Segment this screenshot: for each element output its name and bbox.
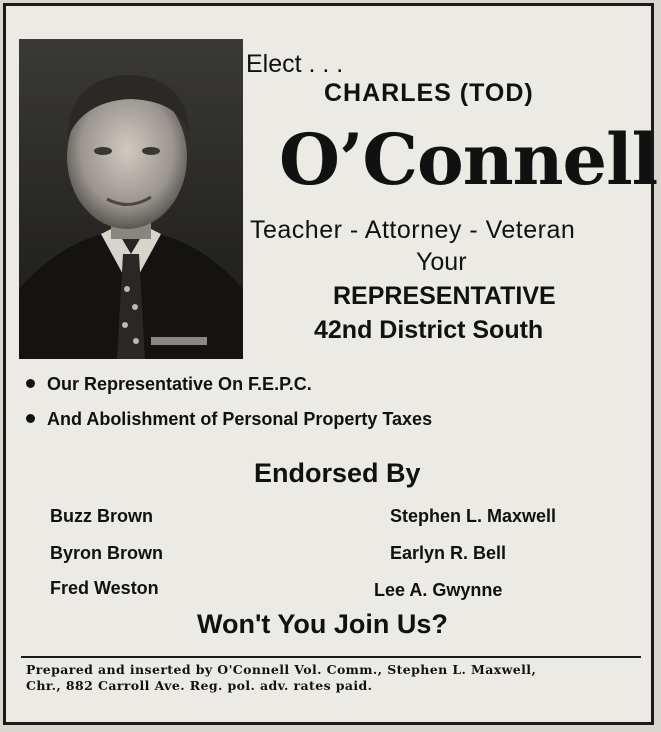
endorser-name: Stephen L. Maxwell [390,506,557,526]
candidate-portrait [19,39,243,359]
candidate-professions: Teacher - Attorney - Veteran [250,216,576,244]
district-label: 42nd District South [314,316,544,344]
bullet-icon [26,414,35,423]
endorser-name: Byron Brown [50,543,164,563]
endorser-name: Fred Weston [50,578,159,598]
fine-print-line: Prepared and inserted by O'Connell Vol. Comm., Stephen L. Maxwell, [26,662,537,677]
platform-text: And Abolishment of Personal Property Taxes [47,409,433,429]
bullet-icon [26,379,35,388]
platform-bullet [26,409,432,430]
divider [21,656,641,658]
endorser-name: Buzz Brown [50,506,153,526]
fine-print-line: Chr., 882 Carroll Ave. Reg. pol. adv. rates paid. [26,678,373,693]
call-to-action: Won't You Join Us? [197,609,448,639]
endorsed-heading: Endorsed By [254,458,421,488]
candidate-first-name: CHARLES (TOD) [324,79,534,107]
elect-label: Elect . . . [246,50,344,78]
your-label: Your [416,248,467,276]
endorser-name: Lee A. Gwynne [374,580,503,600]
endorser-name: Earlyn R. Bell [390,543,507,563]
campaign-advertisement [3,3,658,725]
office-title: REPRESENTATIVE [333,282,556,310]
platform-bullet [26,374,312,395]
candidate-surname: O’Connell [279,118,658,201]
platform-text: Our Representative On F.E.P.C. [47,374,312,394]
candidate-portrait-image [19,39,243,359]
